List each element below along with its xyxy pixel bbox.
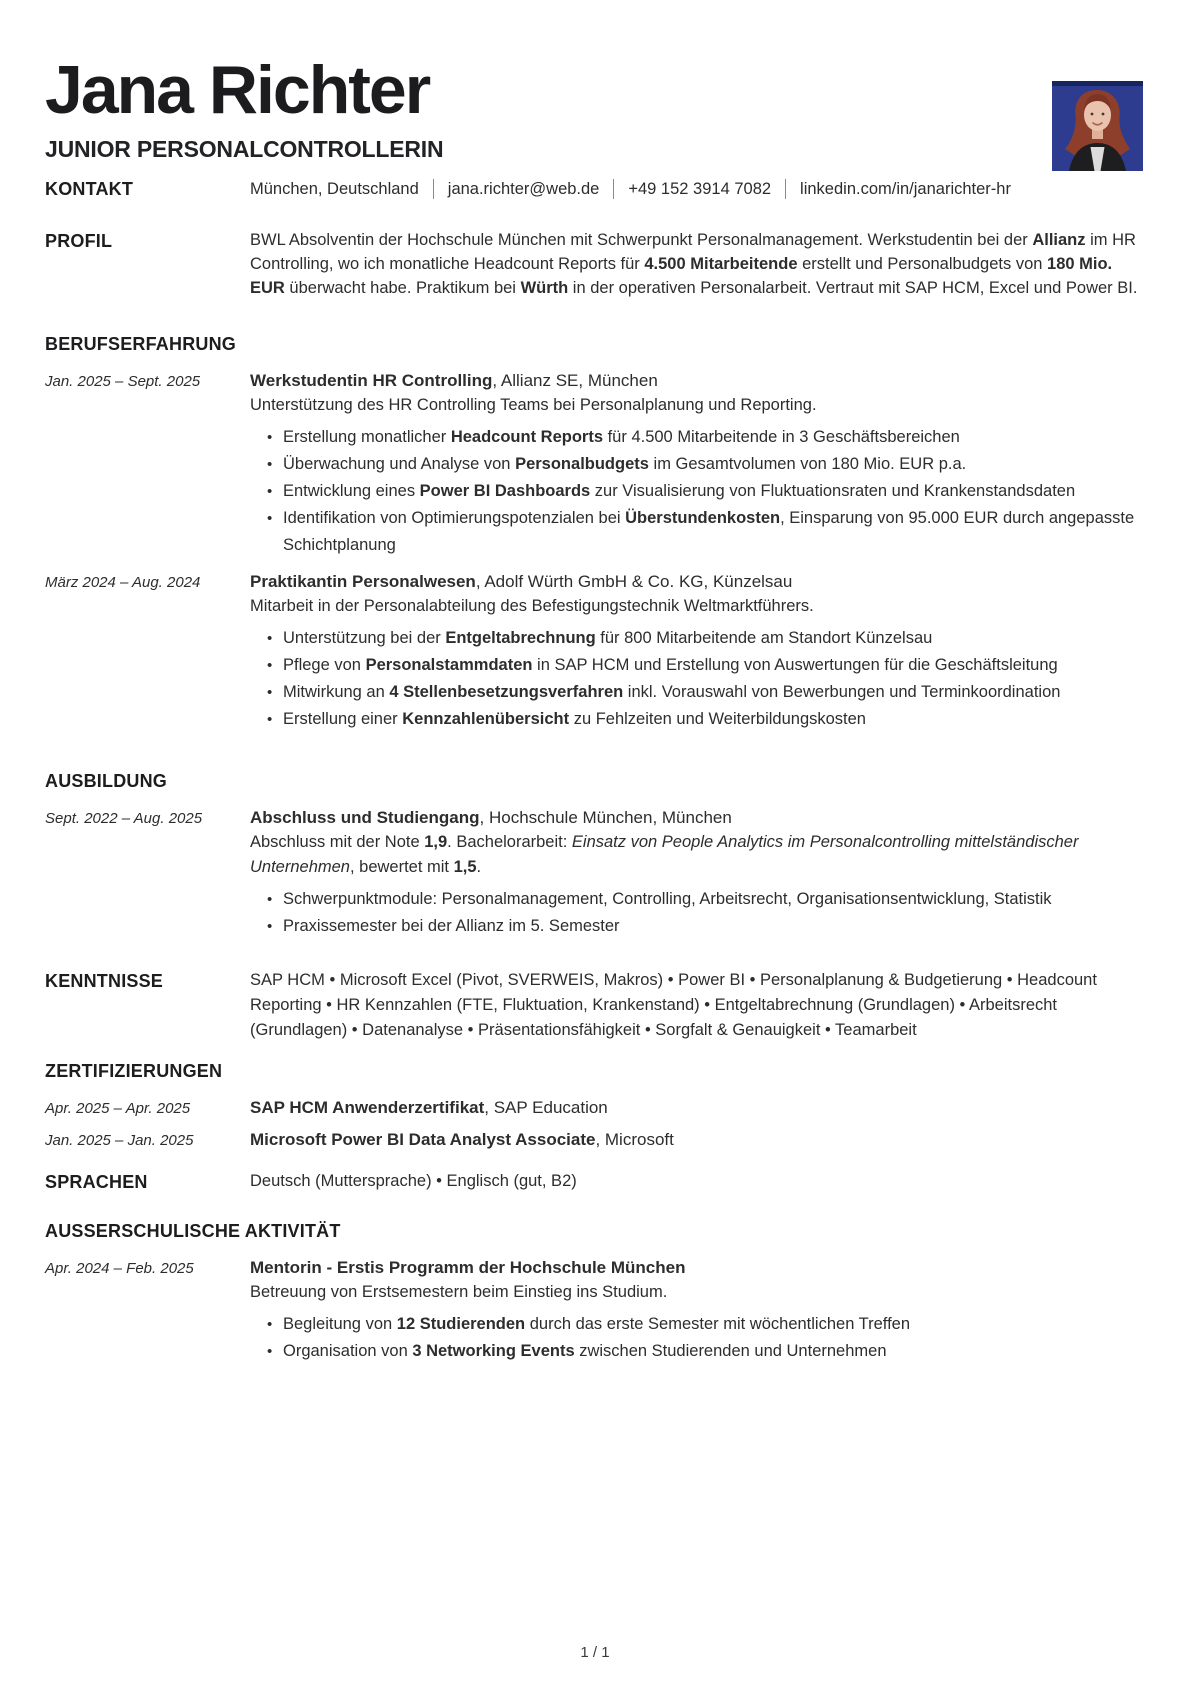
- entry-date: Jan. 2025 – Jan. 2025: [45, 1132, 194, 1149]
- section-heading-berufserfahrung: BERUFSERFAHRUNG: [45, 334, 237, 354]
- experience-entry: [45, 569, 1145, 733]
- entry-body: [250, 368, 1145, 559]
- entry-bullet-list: [250, 424, 1145, 559]
- entry-title: Werkstudentin HR Controlling, Allianz SE, München: [250, 371, 658, 390]
- education-entry: [45, 805, 1145, 940]
- applicant-job-title: JUNIOR PERSONALCONTROLLERIN: [45, 136, 444, 162]
- entry-date: Apr. 2024 – Feb. 2025: [45, 1260, 194, 1277]
- activity-entry: [45, 1255, 1145, 1365]
- contact-email: jana.richter@web.de: [447, 180, 600, 198]
- entry-summary: Betreuung von Erstsemestern beim Einstieg ins Studium.: [250, 1283, 668, 1301]
- contact-separator: [613, 179, 614, 199]
- entry-date: Sept. 2022 – Aug. 2025: [45, 810, 203, 827]
- bullet-item: • Erstellung monatlicher Headcount Reports für 4.500 Mitarbeitende in 3 Geschäftsbereichen: [283, 424, 1145, 451]
- languages-text: Deutsch (Muttersprache) • Englisch (gut, B2): [250, 1172, 577, 1190]
- contact-linkedin: linkedin.com/in/janarichter-hr: [800, 180, 1011, 198]
- contact-separator: [785, 179, 786, 199]
- bullet-item: • Entwicklung eines Power BI Dashboards zur Visualisierung von Fluktuationsraten und Krankenstandsdaten: [283, 478, 1145, 505]
- profile-label: PROFIL: [45, 231, 113, 251]
- entry-summary: Unterstützung des HR Controlling Teams bei Personalplanung und Reporting.: [250, 396, 817, 414]
- entry-date: Apr. 2025 – Apr. 2025: [45, 1100, 191, 1117]
- bullet-item: • Mitwirkung an 4 Stellenbesetzungsverfahren inkl. Vorauswahl von Bewerbungen und Terminkoordination: [283, 679, 1145, 706]
- bullet-item: • Schwerpunktmodule: Personalmanagement, Controlling, Arbeitsrecht, Organisationsentwicklung, Statistik: [283, 886, 1145, 913]
- entry-body: [250, 805, 1145, 940]
- entry-date: Jan. 2025 – Sept. 2025: [45, 373, 201, 390]
- entry-date: März 2024 – Aug. 2024: [45, 574, 201, 591]
- bullet-item: • Unterstützung bei der Entgeltabrechnung für 800 Mitarbeitende am Standort Künzelsau: [283, 625, 1145, 652]
- profile-text: BWL Absolventin der Hochschule München mit Schwerpunkt Personalmanagement. Werkstudentin bei der Allianz im HR Controlling, wo ich monatliche Headcount Reports für 4.500 Mitarbeitende erstellt und Personalbudgets von 180 Mio. EUR überwacht habe. Praktikum bei Würth in der operativen Personalarbeit. Vertraut mit SAP HCM, Excel und Power BI.: [250, 231, 1138, 297]
- bullet-item: • Praxissemester bei der Allianz im 5. Semester: [283, 913, 1145, 940]
- certification-entry: [45, 1127, 1145, 1153]
- entry-bullet-list: [250, 625, 1145, 733]
- bullet-item: • Begleitung von 12 Studierenden durch das erste Semester mit wöchentlichen Treffen: [283, 1311, 1145, 1338]
- page-number: 1 / 1: [580, 1644, 610, 1661]
- bullet-item: • Erstellung einer Kennzahlenübersicht zu Fehlzeiten und Weiterbildungskosten: [283, 706, 1145, 733]
- section-heading-zertifizierungen: ZERTIFIZIERUNGEN: [45, 1061, 223, 1081]
- contact-label: KONTAKT: [45, 179, 134, 199]
- bullet-item: • Pflege von Personalstammdaten in SAP HCM und Erstellung von Auswertungen für die Geschäftsleitung: [283, 652, 1145, 679]
- section-heading-aktivitaet: AUSSERSCHULISCHE AKTIVITÄT: [45, 1221, 341, 1241]
- skills-section: [45, 968, 1145, 1043]
- profile-section: [45, 228, 1145, 300]
- certification-entry: [45, 1095, 1145, 1121]
- section-heading-ausbildung: AUSBILDUNG: [45, 771, 167, 791]
- bullet-item: • Identifikation von Optimierungspotenzialen bei Überstundenkosten, Einsparung von 95.000 EUR durch angepasste Schichtplanung: [283, 505, 1145, 559]
- entry-title: Abschluss und Studiengang, Hochschule München, München: [250, 808, 732, 827]
- entry-body: [250, 569, 1145, 733]
- entry-bullet-list: [250, 886, 1145, 940]
- skills-label: KENNTNISSE: [45, 971, 164, 991]
- entry-title: Praktikantin Personalwesen, Adolf Würth GmbH & Co. KG, Künzelsau: [250, 572, 793, 591]
- entry-bullet-list: [250, 1311, 1145, 1365]
- contact-separator: [433, 179, 434, 199]
- languages-label: SPRACHEN: [45, 1172, 148, 1192]
- entry-title: Mentorin - Erstis Programm der Hochschule München: [250, 1258, 686, 1277]
- entry-body: [250, 1255, 1145, 1365]
- bullet-item: • Überwachung und Analyse von Personalbudgets im Gesamtvolumen von 180 Mio. EUR p.a.: [283, 451, 1145, 478]
- applicant-name: Jana Richter: [45, 52, 430, 128]
- contact-line: [250, 176, 1145, 202]
- certification-title: SAP HCM Anwenderzertifikat, SAP Education: [250, 1098, 608, 1117]
- skills-text: SAP HCM • Microsoft Excel (Pivot, SVERWEIS, Makros) • Power BI • Personalplanung & Budgetierung • Headcount Reporting • HR Kennzahlen (FTE, Fluktuation, Krankenstand) • Entgeltabrechnung (Grundlagen) • Arbeitsrecht (Grundlagen) • Datenanalyse • Präsentationsfähigkeit • Sorgfalt & Genauigkeit • Teamarbeit: [250, 971, 1097, 1039]
- experience-entry: [45, 368, 1145, 559]
- entry-summary: Abschluss mit der Note 1,9. Bachelorarbeit: Einsatz von People Analytics im Personalcontrolling mittelständischer Unternehmen, bewertet mit 1,5.: [250, 833, 1079, 876]
- bullet-item: • Organisation von 3 Networking Events zwischen Studierenden und Unternehmen: [283, 1338, 1145, 1365]
- entry-summary: Mitarbeit in der Personalabteilung des Befestigungstechnik Weltmarktführers.: [250, 597, 814, 615]
- contact-location: München, Deutschland: [250, 180, 419, 198]
- contact-phone: +49 152 3914 7082: [628, 180, 772, 198]
- languages-section: [45, 1169, 1145, 1195]
- certification-title: Microsoft Power BI Data Analyst Associate, Microsoft: [250, 1130, 674, 1149]
- contact-section: [45, 176, 1145, 202]
